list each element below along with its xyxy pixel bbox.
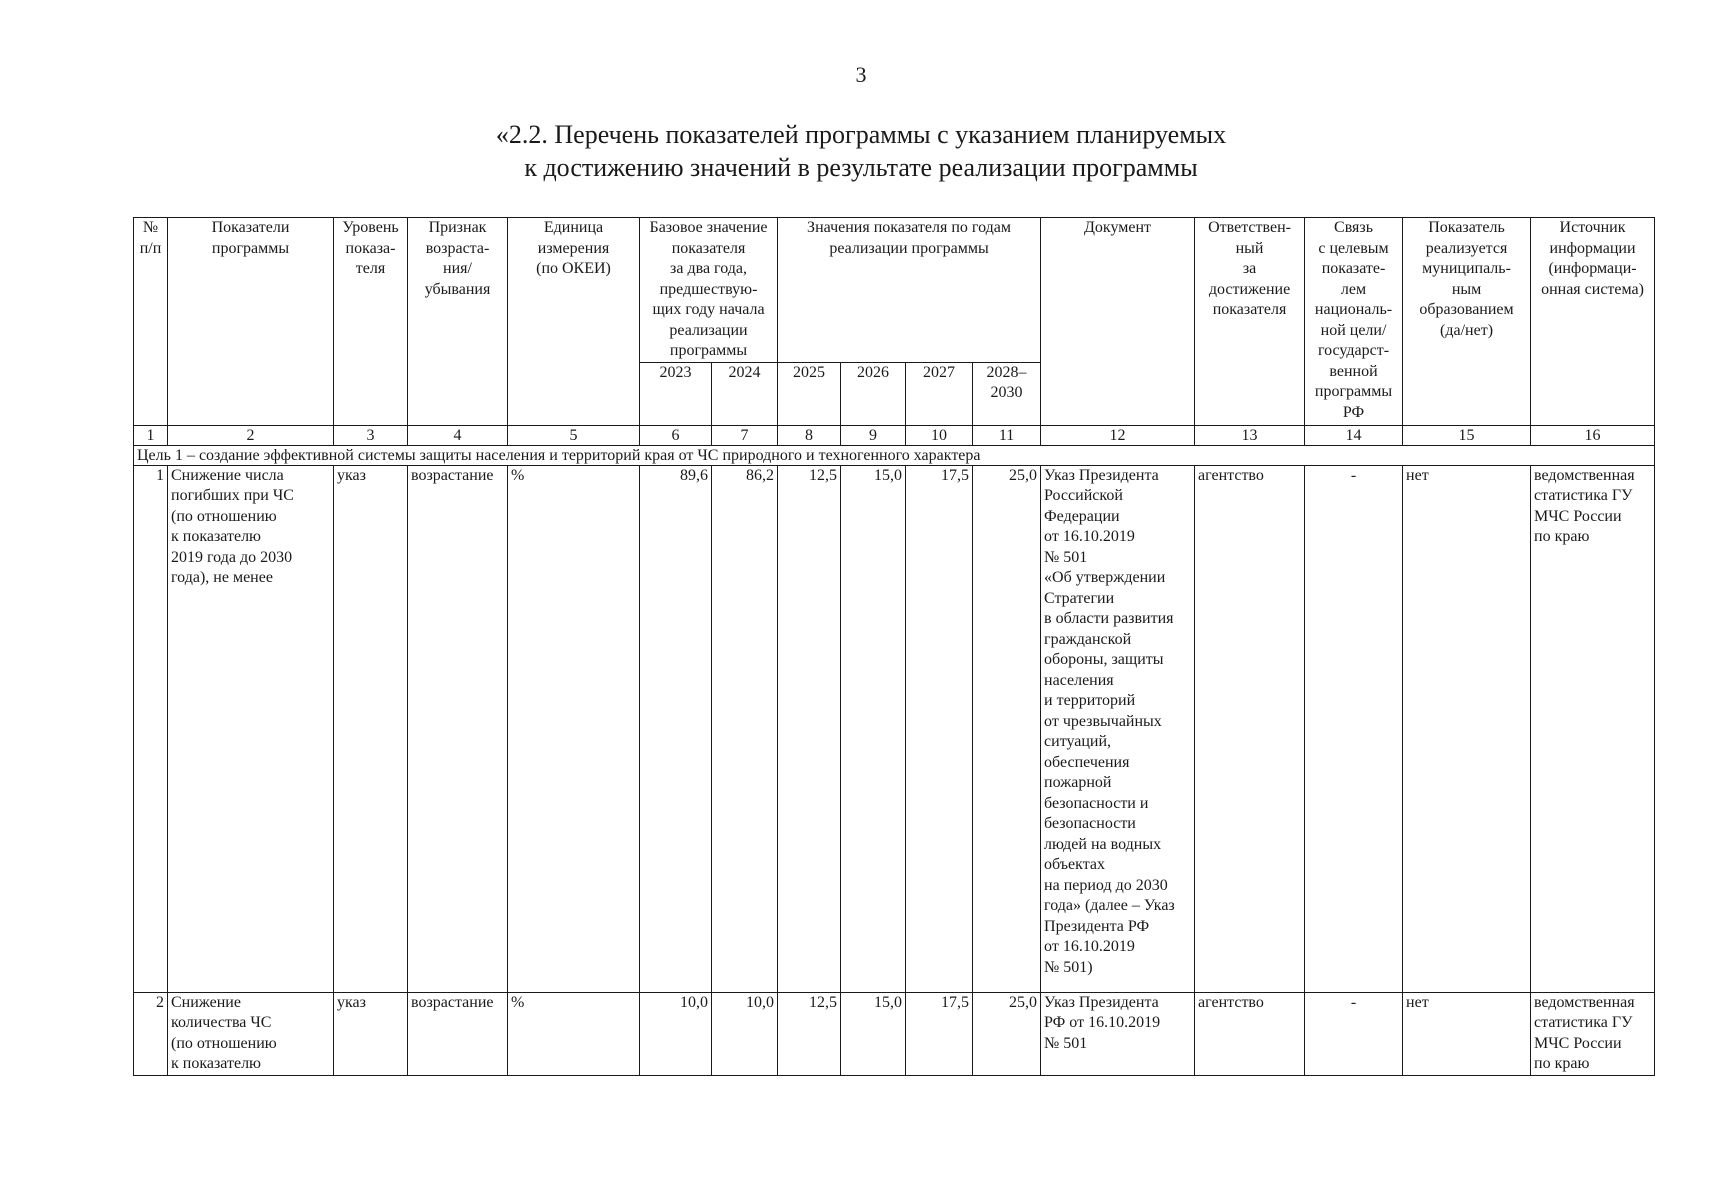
value-2024: 86,2 [712, 465, 778, 992]
goal-text: Цель 1 – создание эффективной системы защиты населения и территорий края от ЧС природного и техногенного характера [134, 445, 1655, 465]
value-2028-2030: 25,0 [973, 465, 1041, 992]
value-2024: 10,0 [712, 992, 778, 1075]
indicator-name: Снижение количества ЧС (по отношению к показателю [168, 992, 334, 1075]
indicator-unit: % [508, 465, 640, 992]
value-2023: 89,6 [640, 465, 712, 992]
indicator-sign: возрастание [408, 465, 508, 992]
header-num: № п/п [134, 218, 168, 426]
responsible-party: агентство [1195, 465, 1305, 992]
header-source: Источник информации (информаци- онная система) [1531, 218, 1655, 426]
value-2025: 12,5 [778, 465, 841, 992]
header-document: Документ [1041, 218, 1195, 426]
column-number: 11 [973, 425, 1041, 445]
column-number: 16 [1531, 425, 1655, 445]
column-number: 12 [1041, 425, 1195, 445]
value-2026: 15,0 [841, 465, 906, 992]
header-municipal: Показатель реализуется муниципаль- ным образованием (да/нет) [1403, 218, 1531, 426]
header-row [134, 218, 1655, 363]
indicator-level: указ [334, 992, 408, 1075]
column-number: 15 [1403, 425, 1531, 445]
goal-row [134, 445, 1655, 465]
national-goal-link: - [1305, 465, 1403, 992]
row-number: 1 [134, 465, 168, 992]
indicator-sign: возрастание [408, 992, 508, 1075]
value-2027: 17,5 [906, 992, 973, 1075]
information-source: ведомственная статистика ГУ МЧС России по краю [1531, 465, 1655, 992]
value-2026: 15,0 [841, 992, 906, 1075]
header-link: Связь с целевым показате- лем националь- ной цели/ государст- венной программы РФ [1305, 218, 1403, 426]
municipal-flag: нет [1403, 465, 1531, 992]
column-number: 14 [1305, 425, 1403, 445]
header-year-2023: 2023 [640, 362, 712, 425]
column-number: 2 [168, 425, 334, 445]
header-indicator: Показатели программы [168, 218, 334, 426]
document-reference: Указ Президента РФ от 16.10.2019 № 501 [1041, 992, 1195, 1075]
column-number: 5 [508, 425, 640, 445]
information-source: ведомственная статистика ГУ МЧС России по краю [1531, 992, 1655, 1075]
value-2023: 10,0 [640, 992, 712, 1075]
responsible-party: агентство [1195, 992, 1305, 1075]
column-numbers-row [134, 425, 1655, 445]
indicator-unit: % [508, 992, 640, 1075]
header-year-2028-2030: 2028– 2030 [973, 362, 1041, 425]
header-responsible: Ответствен- ный за достижение показателя [1195, 218, 1305, 426]
title-line-1: «2.2. Перечень показателей программы с указанием планируемых [495, 120, 1227, 149]
indicators-table [133, 217, 1655, 1076]
title-line-2: к достижению значений в результате реализации программы [524, 153, 1198, 182]
header-year-values: Значения показателя по годам реализации программы [778, 218, 1041, 363]
column-number: 10 [906, 425, 973, 445]
table-row [134, 992, 1655, 1075]
column-number: 3 [334, 425, 408, 445]
row-number: 2 [134, 992, 168, 1075]
indicator-name: Снижение числа погибших при ЧС (по отношению к показателю 2019 года до 2030 года), не менее [168, 465, 334, 992]
column-number: 7 [712, 425, 778, 445]
municipal-flag: нет [1403, 992, 1531, 1075]
page-title [0, 118, 1722, 184]
column-number: 9 [841, 425, 906, 445]
column-number: 1 [134, 425, 168, 445]
header-year-2026: 2026 [841, 362, 906, 425]
header-year-2024: 2024 [712, 362, 778, 425]
header-base-value: Базовое значение показателя за два года, предшествую- щих году начала реализации программы [640, 218, 778, 363]
header-sign: Признак возраста- ния/ убывания [408, 218, 508, 426]
header-year-2027: 2027 [906, 362, 973, 425]
value-2027: 17,5 [906, 465, 973, 992]
table-row [134, 465, 1655, 992]
header-year-2025: 2025 [778, 362, 841, 425]
column-number: 8 [778, 425, 841, 445]
column-number: 6 [640, 425, 712, 445]
value-2025: 12,5 [778, 992, 841, 1075]
column-number: 13 [1195, 425, 1305, 445]
header-unit: Единица измерения (по ОКЕИ) [508, 218, 640, 426]
value-2028-2030: 25,0 [973, 992, 1041, 1075]
document-reference: Указ Президента Российской Федерации от 16.10.2019 № 501 «Об утверждении Стратегии в области развития гражданской обороны, защиты населения и территорий от чрезвычайных ситуаций, обеспечения пожарной безопасности и безопасности людей на водных объектах на период до 2030 года» (далее – Указ Президента РФ от 16.10.2019 № 501) [1041, 465, 1195, 992]
header-level: Уровень показа- теля [334, 218, 408, 426]
column-number: 4 [408, 425, 508, 445]
indicator-level: указ [334, 465, 408, 992]
national-goal-link: - [1305, 992, 1403, 1075]
page-number: 3 [855, 62, 867, 87]
